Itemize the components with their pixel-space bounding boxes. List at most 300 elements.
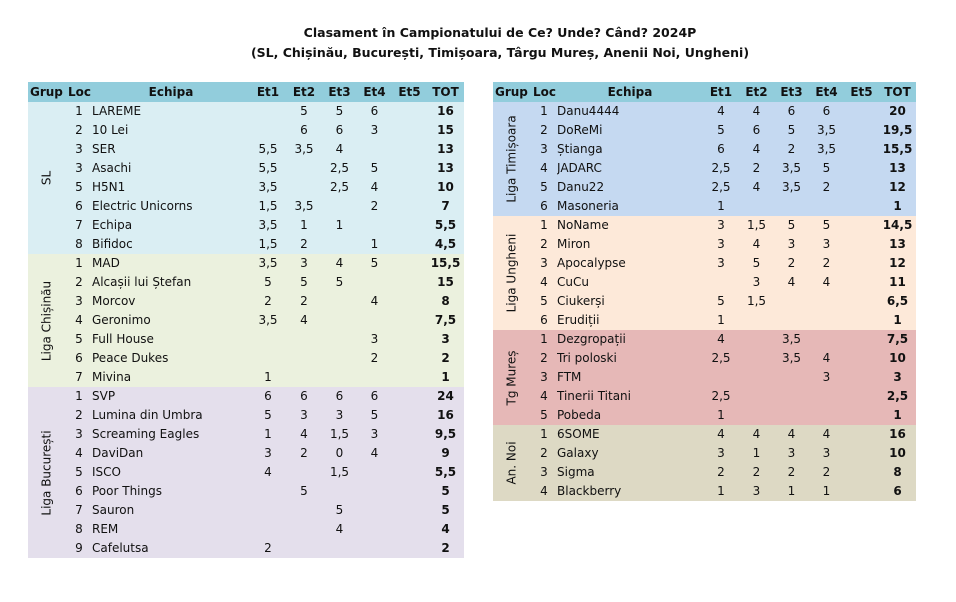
total-cell: 20	[889, 104, 906, 118]
loc-cell: 5	[540, 408, 548, 422]
loc-cell: 1	[540, 332, 548, 346]
total-cell: 4	[441, 522, 450, 536]
et3-cell: 5	[335, 104, 344, 118]
et2-cell: 1	[752, 446, 761, 460]
group-cell	[493, 102, 531, 216]
et2-cell: 4	[752, 180, 761, 194]
total-cell: 6,5	[886, 294, 909, 308]
et1-cell	[703, 368, 739, 387]
et4-cell	[357, 520, 392, 539]
et5-cell	[392, 520, 427, 539]
et3-cell	[774, 311, 809, 330]
team-name-cell: NoName	[557, 218, 609, 232]
table-row	[493, 178, 916, 197]
et3-cell	[774, 292, 809, 311]
et4-cell: 6	[370, 389, 379, 403]
et3-cell: 3,5	[781, 180, 802, 194]
et4-cell	[357, 368, 392, 387]
et5-cell	[844, 387, 879, 406]
et2-cell	[739, 387, 774, 406]
table-row	[493, 387, 916, 406]
total-cell: 11	[889, 275, 906, 289]
loc-cell: 3	[540, 142, 548, 156]
team-name-cell: Mivina	[92, 370, 132, 384]
column-header-grup: Grup	[493, 82, 531, 102]
team-name-cell: Tri poloski	[557, 351, 617, 365]
group-label: Liga Timișoara	[504, 115, 519, 203]
et5-cell	[392, 159, 427, 178]
total-cell: 1	[893, 408, 902, 422]
table-row	[28, 178, 464, 197]
et1-cell: 3	[717, 237, 725, 251]
group-cell	[493, 216, 531, 330]
table-row	[28, 235, 464, 254]
column-header-tot: TOT	[879, 82, 916, 102]
column-header-et3: Et3	[322, 82, 357, 102]
loc-cell: 6	[75, 484, 83, 498]
et5-cell	[392, 178, 427, 197]
et1-cell: 5	[717, 123, 725, 137]
et2-cell	[286, 349, 322, 368]
table-row	[493, 121, 916, 140]
team-name-cell: Apocalypse	[557, 256, 626, 270]
table-row	[493, 330, 916, 349]
team-name-cell: DaviDan	[92, 446, 144, 460]
et2-cell: 5	[300, 104, 308, 118]
et4-cell: 4	[822, 275, 831, 289]
total-cell: 24	[437, 389, 454, 403]
et3-cell: 1,5	[329, 465, 350, 479]
et2-cell	[739, 349, 774, 368]
et3-cell: 3,5	[781, 332, 802, 346]
total-cell: 13	[437, 161, 454, 175]
loc-cell: 5	[75, 465, 83, 479]
loc-cell: 9	[75, 541, 83, 555]
et2-cell: 6	[300, 123, 308, 137]
et1-cell: 2	[264, 294, 272, 308]
et3-cell	[322, 349, 357, 368]
et3-cell: 1	[335, 218, 344, 232]
loc-cell: 7	[75, 370, 83, 384]
et4-cell: 5	[370, 161, 379, 175]
total-cell: 3	[441, 332, 450, 346]
total-cell: 1	[893, 313, 902, 327]
column-header-et5: Et5	[392, 82, 427, 102]
et5-cell	[844, 102, 879, 121]
et1-cell: 1	[717, 408, 725, 422]
et1-cell: 4	[717, 104, 725, 118]
table-row	[493, 292, 916, 311]
et4-cell: 3,5	[816, 142, 837, 156]
et1-cell: 2	[264, 541, 272, 555]
et1-cell: 1	[717, 484, 725, 498]
et3-cell: 2,5	[329, 161, 350, 175]
et4-cell	[357, 463, 392, 482]
et3-cell: 2,5	[329, 180, 350, 194]
total-cell: 16	[437, 408, 454, 422]
et5-cell	[392, 463, 427, 482]
loc-cell: 1	[75, 256, 83, 270]
total-cell: 16	[889, 427, 906, 441]
et5-cell	[844, 197, 879, 216]
et1-cell: 6	[264, 389, 272, 403]
et5-cell	[844, 121, 879, 140]
et2-cell: 1,5	[746, 294, 767, 308]
et4-cell	[357, 501, 392, 520]
et1-cell: 2,5	[711, 161, 731, 175]
et1-cell: 3,5	[258, 256, 278, 270]
et1-cell: 5	[264, 275, 272, 289]
et1-cell: 3	[717, 218, 725, 232]
total-cell: 5	[441, 484, 450, 498]
et2-cell: 3,5	[294, 199, 314, 213]
et2-cell: 5	[752, 256, 761, 270]
loc-cell: 1	[75, 104, 83, 118]
et5-cell	[844, 406, 879, 425]
et4-cell	[357, 539, 392, 558]
et1-cell: 3,5	[258, 180, 278, 194]
et3-cell: 4	[335, 256, 344, 270]
et2-cell	[286, 501, 322, 520]
et3-cell: 3	[335, 408, 344, 422]
et1-cell: 3	[717, 446, 725, 460]
table-row	[28, 254, 464, 273]
team-name-cell: Miron	[557, 237, 591, 251]
table-row	[493, 368, 916, 387]
group-label: Liga Ungheni	[504, 233, 519, 313]
et5-cell	[392, 140, 427, 159]
loc-cell: 4	[540, 389, 548, 403]
et4-cell: 6	[822, 104, 831, 118]
et2-cell: 1	[300, 218, 308, 232]
et2-cell: 2	[752, 465, 761, 479]
table-row	[28, 349, 464, 368]
loc-cell: 7	[75, 218, 83, 232]
loc-cell: 5	[540, 294, 548, 308]
et5-cell	[844, 140, 879, 159]
team-name-cell: Geronimo	[92, 313, 151, 327]
total-cell: 15	[437, 275, 454, 289]
table-row	[28, 197, 464, 216]
table-row	[28, 501, 464, 520]
loc-cell: 1	[540, 104, 548, 118]
table-row	[28, 311, 464, 330]
team-name-cell: Pobeda	[557, 408, 602, 422]
et3-cell: 4	[787, 275, 796, 289]
et1-cell: 3	[264, 446, 272, 460]
header-row	[28, 82, 464, 102]
team-name-cell: 6SOME	[557, 427, 600, 441]
et5-cell	[844, 482, 879, 501]
et2-cell: 6	[752, 123, 761, 137]
table-row	[28, 121, 464, 140]
et4-cell	[357, 482, 392, 501]
et3-cell: 3	[787, 446, 796, 460]
et5-cell	[844, 254, 879, 273]
team-name-cell: Peace Dukes	[92, 351, 169, 365]
team-name-cell: Danu22	[557, 180, 605, 194]
table-row	[28, 102, 464, 121]
et5-cell	[392, 311, 427, 330]
et4-cell	[809, 197, 844, 216]
et1-cell	[703, 273, 739, 292]
total-cell: 10	[437, 180, 454, 194]
table-row	[28, 406, 464, 425]
et4-cell: 1	[370, 237, 379, 251]
column-header-loc: Loc	[66, 82, 92, 102]
et2-cell: 4	[752, 142, 761, 156]
et2-cell: 2	[300, 446, 308, 460]
loc-cell: 4	[540, 161, 548, 175]
table-row	[493, 482, 916, 501]
et3-cell: 3,5	[781, 351, 802, 365]
loc-cell: 3	[540, 256, 548, 270]
total-cell: 5,5	[434, 465, 457, 479]
total-cell: 15,5	[430, 256, 461, 270]
loc-cell: 2	[540, 446, 548, 460]
et5-cell	[392, 387, 427, 406]
et5-cell	[844, 159, 879, 178]
total-cell: 5	[441, 503, 450, 517]
total-cell: 3	[893, 370, 902, 384]
et2-cell	[286, 178, 322, 197]
loc-cell: 6	[75, 351, 83, 365]
column-header-loc: Loc	[531, 82, 557, 102]
total-cell: 2	[441, 351, 450, 365]
et5-cell	[844, 463, 879, 482]
table-row	[28, 330, 464, 349]
total-cell: 13	[437, 142, 454, 156]
column-header-et4: Et4	[809, 82, 844, 102]
right-standings-table	[493, 82, 916, 501]
team-name-cell: Morcov	[92, 294, 136, 308]
total-cell: 7	[441, 199, 450, 213]
et4-cell: 2	[370, 351, 379, 365]
et2-cell: 4	[752, 237, 761, 251]
table-row	[28, 444, 464, 463]
team-name-cell: Full House	[92, 332, 154, 346]
total-cell: 15,5	[882, 142, 913, 156]
et4-cell	[357, 216, 392, 235]
et4-cell: 5	[370, 256, 379, 270]
et2-cell	[286, 539, 322, 558]
et4-cell: 5	[822, 218, 831, 232]
et3-cell: 6	[335, 389, 344, 403]
et1-cell: 1	[717, 313, 725, 327]
et5-cell	[392, 292, 427, 311]
team-name-cell: ISCO	[92, 465, 121, 479]
loc-cell: 4	[75, 313, 83, 327]
et5-cell	[844, 273, 879, 292]
loc-cell: 4	[540, 275, 548, 289]
et1-cell: 6	[717, 142, 725, 156]
table-row	[493, 102, 916, 121]
left-standings-table	[28, 82, 464, 558]
loc-cell: 2	[540, 351, 548, 365]
table-row	[28, 539, 464, 558]
et5-cell	[392, 216, 427, 235]
et3-cell: 5	[335, 503, 344, 517]
loc-cell: 4	[540, 484, 548, 498]
et5-cell	[392, 406, 427, 425]
et2-cell: 3,5	[294, 142, 314, 156]
et4-cell: 3	[822, 237, 831, 251]
et3-cell	[322, 368, 357, 387]
table-row	[28, 387, 464, 406]
table-row	[493, 216, 916, 235]
et3-cell	[774, 368, 809, 387]
et4-cell: 5	[370, 408, 379, 422]
loc-cell: 4	[75, 446, 83, 460]
et5-cell	[392, 121, 427, 140]
et5-cell	[392, 444, 427, 463]
total-cell: 13	[889, 161, 906, 175]
table-row	[493, 235, 916, 254]
loc-cell: 2	[75, 408, 83, 422]
et2-cell: 1,5	[746, 218, 767, 232]
total-cell: 15	[437, 123, 454, 137]
et5-cell	[392, 539, 427, 558]
total-cell: 2,5	[886, 389, 909, 403]
et3-cell	[322, 292, 357, 311]
table-row	[493, 254, 916, 273]
group-label: Tg Mureș	[504, 349, 519, 406]
et4-cell: 4	[370, 294, 379, 308]
et1-cell	[250, 330, 286, 349]
et4-cell: 3	[822, 446, 831, 460]
et3-cell: 3	[787, 237, 796, 251]
loc-cell: 1	[75, 389, 83, 403]
team-name-cell: LAREME	[92, 104, 142, 118]
loc-cell: 5	[75, 332, 83, 346]
total-cell: 16	[437, 104, 454, 118]
et2-cell: 2	[752, 161, 761, 175]
et4-cell: 3,5	[816, 123, 837, 137]
team-name-cell: Lumina din Umbra	[92, 408, 203, 422]
column-header-echipa: Echipa	[92, 82, 250, 102]
et4-cell	[357, 273, 392, 292]
column-header-et4: Et4	[357, 82, 392, 102]
loc-cell: 1	[540, 427, 548, 441]
et3-cell: 2	[787, 142, 796, 156]
team-name-cell: SER	[92, 142, 116, 156]
et2-cell	[739, 368, 774, 387]
team-name-cell: JADARC	[557, 161, 602, 175]
loc-cell: 2	[75, 123, 83, 137]
et3-cell: 4	[787, 427, 796, 441]
group-cell	[28, 102, 66, 254]
table-row	[28, 140, 464, 159]
et1-cell: 5	[264, 408, 272, 422]
team-name-cell: Dezgropații	[557, 332, 626, 346]
et1-cell: 1,5	[258, 237, 278, 251]
group-cell	[493, 330, 531, 425]
table-row	[493, 444, 916, 463]
team-name-cell: FTM	[557, 370, 582, 384]
group-label: Liga Chișinău	[39, 280, 54, 361]
et2-cell: 5	[300, 484, 308, 498]
team-name-cell: Blackberry	[557, 484, 622, 498]
loc-cell: 5	[540, 180, 548, 194]
et2-cell: 4	[300, 313, 308, 327]
et5-cell	[844, 311, 879, 330]
total-cell: 10	[889, 351, 906, 365]
total-cell: 19,5	[882, 123, 913, 137]
table-row	[493, 140, 916, 159]
total-cell: 8	[441, 294, 450, 308]
et1-cell: 3,5	[258, 313, 278, 327]
team-name-cell: Poor Things	[92, 484, 162, 498]
et1-cell: 2,5	[711, 180, 731, 194]
et4-cell: 2	[822, 256, 831, 270]
team-name-cell: H5N1	[92, 180, 126, 194]
et4-cell: 3	[370, 427, 379, 441]
loc-cell: 2	[540, 237, 548, 251]
et1-cell: 3,5	[258, 218, 278, 232]
et4-cell	[809, 330, 844, 349]
et2-cell: 5	[300, 275, 308, 289]
et4-cell: 1	[822, 484, 831, 498]
et1-cell: 5	[717, 294, 725, 308]
column-header-et1: Et1	[250, 82, 286, 102]
total-cell: 9	[441, 446, 450, 460]
loc-cell: 7	[75, 503, 83, 517]
table-row	[493, 425, 916, 444]
et2-cell	[739, 330, 774, 349]
et2-cell: 4	[752, 104, 761, 118]
et4-cell: 4	[822, 351, 831, 365]
team-name-cell: Știanga	[557, 142, 603, 156]
loc-cell: 6	[540, 313, 548, 327]
et4-cell	[357, 140, 392, 159]
group-label: Liga București	[39, 429, 54, 516]
team-name-cell: Asachi	[92, 161, 132, 175]
et5-cell	[844, 444, 879, 463]
page-subtitle: (SL, Chișinău, București, Timișoara, Târgu Mureș, Anenii Noi, Ungheni)	[250, 45, 750, 60]
et3-cell: 5	[787, 123, 796, 137]
et3-cell: 4	[335, 522, 344, 536]
loc-cell: 6	[540, 199, 548, 213]
table-row	[28, 463, 464, 482]
et4-cell	[357, 311, 392, 330]
total-cell: 2	[441, 541, 450, 555]
table-row	[493, 159, 916, 178]
total-cell: 6	[893, 484, 902, 498]
et5-cell	[844, 216, 879, 235]
team-name-cell: Electric Unicorns	[92, 199, 193, 213]
loc-cell: 5	[75, 180, 83, 194]
table-row	[28, 216, 464, 235]
et5-cell	[844, 349, 879, 368]
et5-cell	[392, 482, 427, 501]
et1-cell	[250, 102, 286, 121]
et3-cell: 2	[787, 256, 796, 270]
group-cell	[28, 254, 66, 387]
et3-cell: 1	[787, 484, 796, 498]
loc-cell: 3	[540, 370, 548, 384]
table-row	[493, 406, 916, 425]
team-name-cell: Tinerii Titani	[557, 389, 631, 403]
et2-cell: 4	[300, 427, 308, 441]
table-row	[28, 482, 464, 501]
et2-cell	[739, 406, 774, 425]
et3-cell: 0	[335, 446, 344, 460]
team-name-cell: SVP	[92, 389, 116, 403]
et3-cell: 5	[335, 275, 344, 289]
et4-cell: 5	[822, 161, 831, 175]
page-title: Clasament în Campionatului de Ce? Unde? Când? 2024P	[303, 25, 697, 40]
et5-cell	[392, 273, 427, 292]
